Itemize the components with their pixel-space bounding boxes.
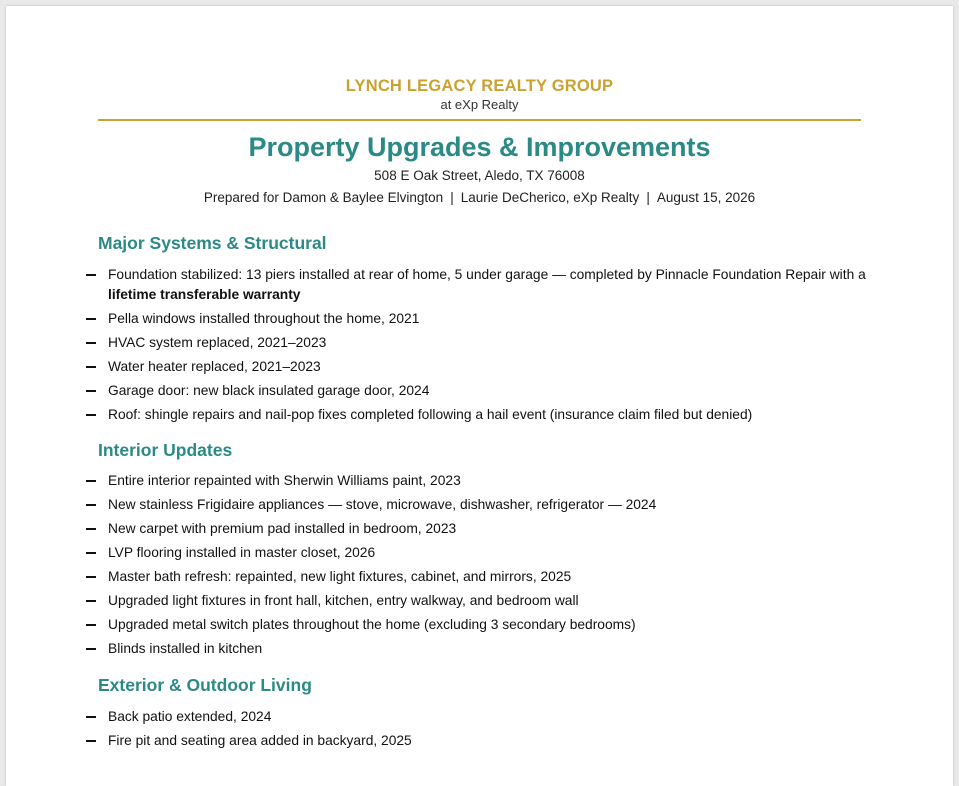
list-item-text: Water heater replaced, 2021–2023: [108, 359, 321, 374]
dash-bullet-icon: [86, 480, 96, 482]
list-item-text: Back patio extended, 2024: [108, 709, 272, 724]
section-title-major: Major Systems & Structural: [98, 233, 327, 253]
separator: |: [646, 190, 650, 205]
list-item: [84, 357, 874, 377]
property-address: 508 E Oak Street, Aledo, TX 76008: [374, 168, 585, 183]
major-items-list: [84, 265, 874, 429]
list-item-text: Upgraded metal switch plates throughout the home (excluding 3 secondary bedrooms): [108, 617, 636, 632]
list-item: [84, 567, 874, 587]
dash-bullet-icon: [86, 552, 96, 554]
list-item-text: HVAC system replaced, 2021–2023: [108, 335, 327, 350]
title-block: [6, 130, 953, 207]
dash-bullet-icon: [86, 414, 96, 416]
list-item-text: Master bath refresh: repainted, new light fixtures, cabinet, and mirrors, 2025: [108, 569, 572, 584]
list-item: [84, 707, 874, 727]
dash-bullet-icon: [86, 318, 96, 320]
list-item-text: Garage door: new black insulated garage door, 2024: [108, 383, 430, 398]
list-item: [84, 519, 874, 539]
agent-name: Laurie DeCherico, eXp Realty: [460, 190, 640, 205]
dash-bullet-icon: [86, 528, 96, 530]
dash-bullet-icon: [86, 600, 96, 602]
list-item-text: Pella windows installed throughout the home, 2021: [108, 311, 420, 326]
list-item: [84, 731, 874, 751]
dash-bullet-icon: [86, 504, 96, 506]
list-item: [84, 615, 874, 635]
list-item-text: Entire interior repainted with Sherwin Williams paint, 2023: [108, 473, 461, 488]
prepared-date: August 15, 2026: [656, 190, 756, 205]
dash-bullet-icon: [86, 648, 96, 650]
list-item: [84, 543, 874, 563]
list-item: [84, 333, 874, 353]
dash-bullet-icon: [86, 342, 96, 344]
dash-bullet-icon: [86, 716, 96, 718]
separator: |: [450, 190, 454, 205]
brand-subtitle: at eXp Realty: [440, 97, 519, 112]
list-item-text: Blinds installed in kitchen: [108, 641, 263, 656]
prepared-line: [6, 188, 953, 207]
exterior-items-list: [84, 707, 874, 755]
list-item: [84, 405, 874, 425]
list-item: [84, 309, 874, 329]
header-divider: [98, 119, 861, 121]
brand-name: LYNCH LEGACY REALTY GROUP: [345, 77, 614, 95]
section-title-exterior: Exterior & Outdoor Living: [98, 675, 312, 695]
dash-bullet-icon: [86, 624, 96, 626]
list-item-text: Roof: shingle repairs and nail-pop fixes completed following a hail event (insurance claim filed but denied): [108, 407, 753, 422]
section-title-interior: Interior Updates: [98, 440, 233, 460]
warranty-emphasis: lifetime transferable warranty: [108, 287, 301, 302]
document-page: [6, 6, 953, 786]
list-item-text: New carpet with premium pad installed in bedroom, 2023: [108, 521, 457, 536]
list-item: [84, 471, 874, 491]
list-item-text: Foundation stabilized: 13 piers installed at rear of home, 5 under garage — completed by Pinnacle Foundation Repair with a: [108, 267, 866, 282]
list-item: [84, 265, 874, 305]
dash-bullet-icon: [86, 740, 96, 742]
list-item: [84, 495, 874, 515]
list-item-text: LVP flooring installed in master closet, 2026: [108, 545, 376, 560]
list-item: [84, 381, 874, 401]
list-item-text: Upgraded light fixtures in front hall, kitchen, entry walkway, and bedroom wall: [108, 593, 579, 608]
list-item-text: Fire pit and seating area added in backyard, 2025: [108, 733, 412, 748]
dash-bullet-icon: [86, 366, 96, 368]
list-item-text: New stainless Frigidaire appliances — stove, microwave, dishwasher, refrigerator — 2024: [108, 497, 657, 512]
list-item: [84, 639, 874, 659]
prepared-for: Prepared for Damon & Baylee Elvington: [203, 190, 444, 205]
list-item: [84, 591, 874, 611]
dash-bullet-icon: [86, 274, 96, 276]
dash-bullet-icon: [86, 576, 96, 578]
interior-items-list: [84, 471, 874, 663]
dash-bullet-icon: [86, 390, 96, 392]
page-title: Property Upgrades & Improvements: [248, 132, 711, 162]
letterhead: [6, 76, 953, 113]
